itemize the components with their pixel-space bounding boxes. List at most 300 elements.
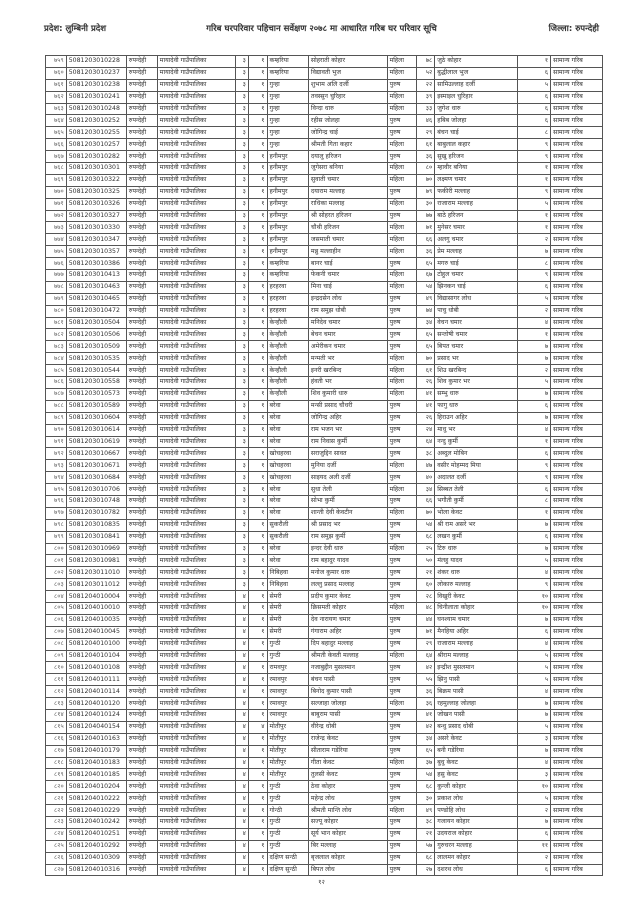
household-id-cell: 5081203010386 [66,258,126,270]
table-row [46,388,603,400]
serial-number-cell: ७६८ [46,163,67,175]
ward-cell: ३ [236,258,248,270]
household-id-cell: 5081203010506 [66,329,126,341]
household-id-cell: 5081204010222 [66,793,126,805]
sub-ward-cell: १ [248,174,267,186]
poverty-category-cell: सामान्य गरिब [551,79,603,91]
district-cell: रुपन्देही [126,567,157,579]
member-count-cell: १ [518,329,551,341]
village-cell: हनीमपुर [267,246,308,258]
municipality-cell: मायादेवी गाउँपालिका [157,163,236,175]
poverty-category-cell: सामान्य गरिब [551,56,603,68]
ward-cell: ३ [236,424,248,436]
table-row [46,436,603,448]
village-cell: कम्हरिया [267,270,308,282]
ward-cell: ३ [236,531,248,543]
member-count-cell: ६ [518,448,551,460]
table-row [46,555,603,567]
household-head-cell: जोखन पासी [435,709,518,721]
district-cell: रुपन्देही [126,543,157,555]
member-count-cell: ४ [518,567,551,579]
table-row [46,733,603,745]
table-row [46,222,603,234]
household-id-cell: 5081203010509 [66,341,126,353]
municipality-cell: मायादेवी गाउँपालिका [157,424,236,436]
district-cell: रुपन्देही [126,733,157,745]
sub-ward-cell: १ [248,733,267,745]
municipality-cell: मायादेवी गाउँपालिका [157,614,236,626]
poverty-category-cell: सामान्य गरिब [551,127,603,139]
sub-ward-cell: १ [248,127,267,139]
household-head-cell: राजाराम मल्लाह [435,198,518,210]
member-count-cell: ५ [518,662,551,674]
household-id-cell: 5081204010111 [66,674,126,686]
poverty-category-cell: सामान्य गरिब [551,840,603,852]
village-cell: गोन्ठी [267,805,308,817]
district-cell: रुपन्देही [126,91,157,103]
gender-cell: पुरुष [387,828,416,840]
sub-ward-cell: १ [248,56,267,68]
poverty-category-cell: सामान्य गरिब [551,222,603,234]
member-count-cell: २ [518,852,551,864]
ward-cell: ४ [236,698,248,710]
member-count-cell: ७ [518,614,551,626]
table-row [46,198,603,210]
municipality-cell: मायादेवी गाउँपालिका [157,79,236,91]
village-cell: मोतीपुर [267,745,308,757]
village-cell: मोतीपुर [267,757,308,769]
sub-ward-cell: १ [248,270,267,282]
district-cell: रुपन्देही [126,472,157,484]
member-count-cell: ४ [518,317,551,329]
household-head-cell: सम्भु धारु [435,388,518,400]
respondent-name-cell: इन्द्रदसेन लोध [308,293,387,305]
table-row [46,412,603,424]
member-count-cell: ५ [518,721,551,733]
serial-number-cell: ८०३ [46,579,67,591]
table-row [46,270,603,282]
serial-number-cell: ७९८ [46,519,67,531]
table-row [46,79,603,91]
serial-number-cell: ७७० [46,186,67,198]
poverty-category-cell: सामान्य गरिब [551,781,603,793]
household-id-cell: 5081203011010 [66,567,126,579]
household-head-cell: मुनेसर चमार [435,222,518,234]
gender-cell: पुरुष [387,210,416,222]
household-head-cell: विखुरी केवट [435,591,518,603]
municipality-cell: मायादेवी गाउँपालिका [157,864,236,876]
respondent-name-cell: सोहराती कोहार [308,56,387,68]
household-head-cell: असरे केवट [435,733,518,745]
district-cell: रुपन्देही [126,864,157,876]
ward-cell: ४ [236,674,248,686]
gender-cell: महिला [387,543,416,555]
ward-cell: ४ [236,591,248,603]
serial-number-cell: ८०४ [46,591,67,603]
district-cell: रुपन्देही [126,317,157,329]
ward-cell: ४ [236,721,248,733]
serial-number-cell: ८१३ [46,698,67,710]
table-row [46,495,603,507]
ward-cell: ३ [236,353,248,365]
ward-cell: ३ [236,174,248,186]
poverty-category-cell: सामान्य गरिब [551,234,603,246]
member-count-cell: ९ [518,270,551,282]
ward-cell: ४ [236,840,248,852]
sub-ward-cell: १ [248,638,267,650]
respondent-name-cell: बाबुराम पासी [308,709,387,721]
sub-ward-cell: १ [248,662,267,674]
ward-cell: ४ [236,757,248,769]
ward-cell: ४ [236,602,248,614]
district-cell: रुपन्देही [126,210,157,222]
ward-cell: ३ [236,341,248,353]
village-cell: हरहरवा [267,281,308,293]
household-id-cell: 5081203010535 [66,353,126,365]
ward-cell: ३ [236,151,248,163]
poverty-category-cell: सामान्य गरिब [551,139,603,151]
poverty-category-cell: सामान्य गरिब [551,412,603,424]
serial-number-cell: ८०८ [46,638,67,650]
table-row [46,543,603,555]
household-head-cell: विद्यासागर लोध [435,293,518,305]
age-cell: ४१ [416,400,435,412]
ward-cell: ३ [236,56,248,68]
poverty-category-cell: सामान्य गरिब [551,246,603,258]
poverty-category-cell: सामान्य गरिब [551,567,603,579]
municipality-cell: मायादेवी गाउँपालिका [157,174,236,186]
ward-cell: ३ [236,270,248,282]
table-row [46,805,603,817]
household-head-cell: बुधु केवट [435,757,518,769]
district-cell: रुपन्देही [126,840,157,852]
poverty-category-cell: सामान्य गरिब [551,91,603,103]
member-count-cell: ११ [518,840,551,852]
sub-ward-cell: १ [248,258,267,270]
respondent-name-cell: हंवती भर [308,377,387,389]
gender-cell: पुरुष [387,662,416,674]
table-row [46,329,603,341]
household-head-cell: लोकारु मल्लाह [435,579,518,591]
ward-cell: ४ [236,769,248,781]
respondent-name-cell: शान्ती देवी केवटीन [308,507,387,519]
serial-number-cell: ७७३ [46,222,67,234]
age-cell: २१ [416,567,435,579]
member-count-cell: ४ [518,638,551,650]
municipality-cell: मायादेवी गाउँपालिका [157,709,236,721]
age-cell: ६५ [416,341,435,353]
poverty-category-cell: सामान्य गरिब [551,329,603,341]
household-head-cell: प्रकाश लोध [435,793,518,805]
member-count-cell: ९ [518,151,551,163]
member-count-cell: ७ [518,388,551,400]
household-id-cell: 5081204010183 [66,757,126,769]
gender-cell: महिला [387,174,416,186]
table-row [46,246,603,258]
household-head-cell: जुगेश धारु [435,103,518,115]
village-cell: बरेवा [267,436,308,448]
table-row [46,472,603,484]
district-cell: रुपन्देही [126,662,157,674]
ward-cell: ३ [236,246,248,258]
household-head-cell: सन्तोषी चमार [435,329,518,341]
serial-number-cell: ७७९ [46,293,67,305]
household-id-cell: 5081204010120 [66,698,126,710]
ward-cell: ४ [236,709,248,721]
poverty-category-cell: सामान्य गरिब [551,198,603,210]
district-cell: रुपन्देही [126,234,157,246]
respondent-name-cell: रहीस जोलहा [308,115,387,127]
sub-ward-cell: १ [248,329,267,341]
age-cell: ६७ [416,270,435,282]
gender-cell: पुरुष [387,733,416,745]
household-id-cell: 5081203010326 [66,198,126,210]
gender-cell: पुरुष [387,317,416,329]
gender-cell: पुरुष [387,686,416,698]
household-head-cell: सामिउल्लाह दर्जी [435,79,518,91]
age-cell: ३४ [416,484,435,496]
municipality-cell: मायादेवी गाउँपालिका [157,495,236,507]
table-row [46,139,603,151]
household-id-cell: 5081204010242 [66,817,126,829]
poverty-category-cell: सामान्य गरिब [551,270,603,282]
age-cell: ६८ [416,781,435,793]
age-cell: ७० [416,507,435,519]
respondent-name-cell: बृजलाल कोहार [308,852,387,864]
respondent-name-cell: श्री सोहरत हरिजन [308,210,387,222]
sub-ward-cell: १ [248,460,267,472]
table-row [46,674,603,686]
district-cell: रुपन्देही [126,828,157,840]
member-count-cell: ९ [518,460,551,472]
age-cell: ६८ [416,531,435,543]
ward-cell: ३ [236,317,248,329]
table-row [46,650,603,662]
district-cell: रुपन्देही [126,305,157,317]
village-cell: निबिहवा [267,579,308,591]
member-count-cell: ६ [518,103,551,115]
gender-cell: पुरुष [387,852,416,864]
sub-ward-cell: १ [248,781,267,793]
municipality-cell: मायादेवी गाउँपालिका [157,186,236,198]
ward-cell: ३ [236,293,248,305]
household-id-cell: 5081203010544 [66,365,126,377]
sub-ward-cell: १ [248,400,267,412]
ward-cell: ३ [236,198,248,210]
village-cell: बरेवा [267,484,308,496]
member-count-cell: ६ [518,67,551,79]
age-cell: ४२ [416,662,435,674]
household-head-cell: टोहुल चमार [435,270,518,282]
table-row [46,127,603,139]
poverty-category-cell: सामान्य गरिब [551,67,603,79]
gender-cell: पुरुष [387,258,416,270]
district-cell: रुपन्देही [126,293,157,305]
respondent-name-cell: सज्पू कोहार [308,817,387,829]
member-count-cell: ९ [518,186,551,198]
age-cell: २१ [416,828,435,840]
village-cell: हनीमपुर [267,234,308,246]
gender-cell: महिला [387,281,416,293]
district-cell: रुपन्देही [126,103,157,115]
municipality-cell: मायादेवी गाउँपालिका [157,67,236,79]
poverty-category-cell: सामान्य गरिब [551,174,603,186]
age-cell: ३० [416,198,435,210]
member-count-cell: ७ [518,412,551,424]
household-id-cell: 5081203010301 [66,163,126,175]
household-head-cell: म्हावीर बनिया [435,163,518,175]
member-count-cell: २ [518,365,551,377]
serial-number-cell: ७८६ [46,377,67,389]
district-cell: रुपन्देही [126,686,157,698]
age-cell: ६१ [416,139,435,151]
household-id-cell: 5081203010748 [66,495,126,507]
respondent-name-cell: श्री प्रसाद भर [308,519,387,531]
household-id-cell: 5081204010251 [66,828,126,840]
village-cell: गुन्हा [267,139,308,151]
household-id-cell: 5081203010463 [66,281,126,293]
age-cell: ३४ [416,317,435,329]
gender-cell: पुरुष [387,709,416,721]
village-cell: केन्हौली [267,329,308,341]
poverty-category-cell: सामान्य गरिब [551,602,603,614]
household-head-cell: श्रीराम मल्लाह [435,650,518,662]
district-cell: रुपन्देही [126,281,157,293]
village-cell: रमावपुर [267,709,308,721]
district-cell: रुपन्देही [126,222,157,234]
gender-cell: महिला [387,650,416,662]
village-cell: बरेवा [267,543,308,555]
respondent-name-cell: मनिदेव चमार [308,317,387,329]
poverty-category-cell: सामान्य गरिब [551,793,603,805]
table-row [46,745,603,757]
table-row [46,448,603,460]
ward-cell: ३ [236,460,248,472]
household-id-cell: 5081203010357 [66,246,126,258]
member-count-cell: ६ [518,115,551,127]
poverty-category-cell: सामान्य गरिब [551,638,603,650]
age-cell: ३४ [416,733,435,745]
district-cell: रुपन्देही [126,412,157,424]
municipality-cell: मायादेवी गाउँपालिका [157,484,236,496]
household-id-cell: 5081203010841 [66,531,126,543]
serial-number-cell: ७६६ [46,139,67,151]
page-number: १२ [318,878,325,886]
district-cell: रुपन्देही [126,56,157,68]
household-id-cell: 5081204010124 [66,709,126,721]
household-table [45,55,603,876]
village-cell: खोचहरवा [267,460,308,472]
village-cell: हनीमपुर [267,186,308,198]
household-id-cell: 5081203010330 [66,222,126,234]
village-cell: बरेवा [267,424,308,436]
member-count-cell: ७ [518,519,551,531]
ward-cell: ३ [236,567,248,579]
municipality-cell: मायादेवी गाउँपालिका [157,436,236,448]
gender-cell: पुरुष [387,412,416,424]
household-head-cell: हिराउन अहिर [435,412,518,424]
gender-cell: पुरुष [387,721,416,733]
respondent-name-cell: सराजुद्दिन सावत [308,448,387,460]
household-id-cell: 5081204040154 [66,721,126,733]
village-cell: केन्हौली [267,341,308,353]
age-cell: ७८ [416,56,435,68]
serial-number-cell: ७८८ [46,400,67,412]
village-cell: सेमरी [267,602,308,614]
age-cell: ६६ [416,234,435,246]
gender-cell: पुरुष [387,591,416,603]
poverty-category-cell: सामान्य गरिब [551,258,603,270]
municipality-cell: मायादेवी गाउँपालिका [157,579,236,591]
village-cell: गुन्हा [267,103,308,115]
district-cell: रुपन्देही [126,614,157,626]
gender-cell: पुरुष [387,472,416,484]
age-cell: ६५ [416,745,435,757]
serial-number-cell: ७६३ [46,103,67,115]
respondent-name-cell: सोभा कुर्मी [308,495,387,507]
district-cell: रुपन्देही [126,591,157,603]
respondent-name-cell: फेकनी चमार [308,270,387,282]
poverty-category-cell: सामान्य गरिब [551,757,603,769]
table-row [46,56,603,68]
gender-cell: पुरुष [387,186,416,198]
age-cell: ४० [416,472,435,484]
household-id-cell: 5081204010316 [66,864,126,876]
ward-cell: ३ [236,400,248,412]
member-count-cell: ५ [518,293,551,305]
household-id-cell: 5081203010684 [66,472,126,484]
district-cell: रुपन्देही [126,424,157,436]
gender-cell: महिला [387,484,416,496]
table-row [46,614,603,626]
municipality-cell: मायादेवी गाउँपालिका [157,400,236,412]
household-id-cell: 5081203010573 [66,388,126,400]
serial-number-cell: ८१७ [46,745,67,757]
municipality-cell: मायादेवी गाउँपालिका [157,686,236,698]
age-cell: ४७ [416,460,435,472]
age-cell: ६५ [416,258,435,270]
village-cell: केन्हौली [267,388,308,400]
district-cell: रुपन्देही [126,817,157,829]
table-row [46,174,603,186]
table-row [46,210,603,222]
household-id-cell: 5081204010010 [66,602,126,614]
gender-cell: महिला [387,56,416,68]
gender-cell: महिला [387,353,416,365]
respondent-name-cell: सीताराम गडेरिया [308,745,387,757]
gender-cell: पुरुष [387,495,416,507]
serial-number-cell: ७९४ [46,472,67,484]
poverty-category-cell: सामान्य गरिब [551,745,603,757]
serial-number-cell: ७९२ [46,448,67,460]
member-count-cell: ७ [518,246,551,258]
respondent-name-cell: श्रीमती मान्ति लोध [308,805,387,817]
household-head-cell: कुन्जी कोहार [435,781,518,793]
table-row [46,67,603,79]
household-head-cell: जुठे कोहार [435,56,518,68]
household-id-cell: 5081204010004 [66,591,126,603]
poverty-category-cell: सामान्य गरिब [551,103,603,115]
household-id-cell: 5081203010237 [66,67,126,79]
village-cell: केन्हौली [267,353,308,365]
serial-number-cell: ७५९ [46,56,67,68]
respondent-name-cell: जसमाती चमार [308,234,387,246]
municipality-cell: मायादेवी गाउँपालिका [157,602,236,614]
serial-number-cell: ८१९ [46,769,67,781]
age-cell: ४१ [416,709,435,721]
household-id-cell: 5081203010472 [66,305,126,317]
sub-ward-cell: १ [248,246,267,258]
